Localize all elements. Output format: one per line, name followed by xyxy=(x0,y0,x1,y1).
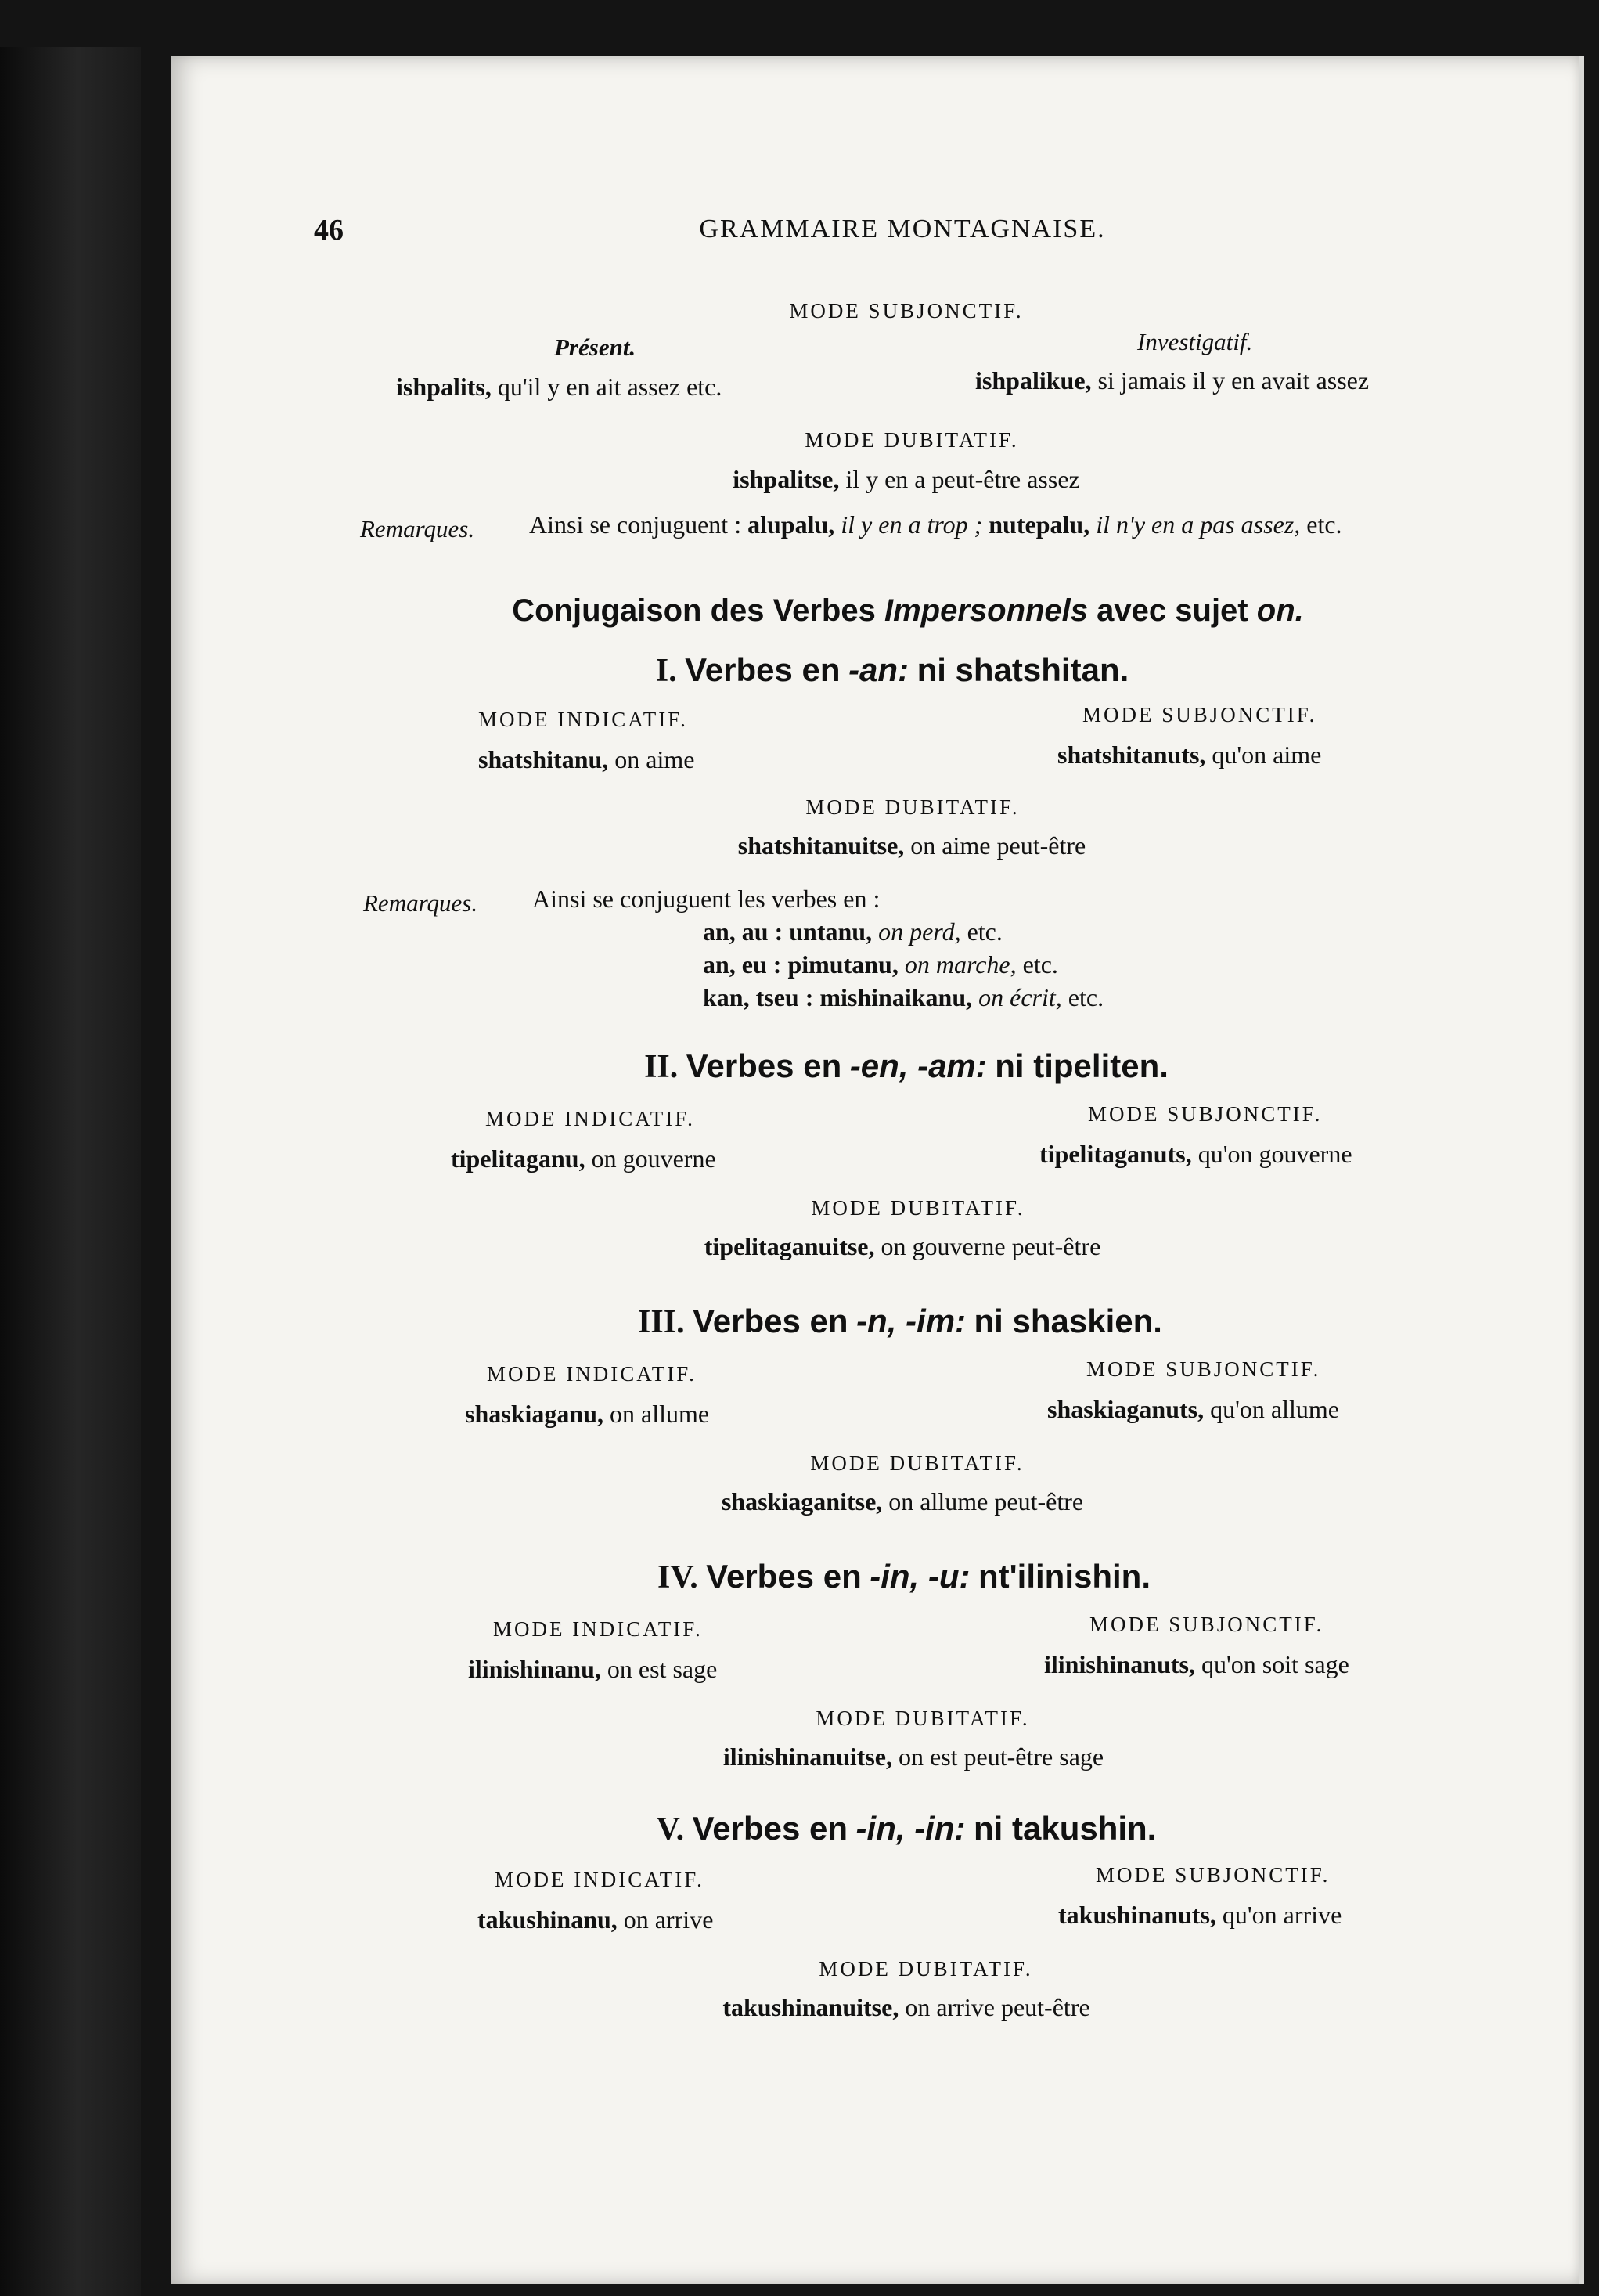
verb-gloss: si jamais il y en avait assez xyxy=(1097,366,1370,395)
mode-heading: MODE INDICATIF. xyxy=(487,1362,697,1386)
verb-form-line xyxy=(733,465,1079,494)
mode-heading: MODE SUBJONCTIF. xyxy=(789,299,1024,323)
verb-form: ilinishinanu, xyxy=(468,1655,601,1683)
mode-heading: MODE DUBITATIF. xyxy=(816,1707,1030,1730)
remarks-row: an, eu : pimutanu, on marche, etc. xyxy=(703,950,1058,979)
verb-form-line xyxy=(465,1400,709,1429)
verb-form: ilinishinanuitse, xyxy=(722,1743,892,1771)
mode-heading: MODE INDICATIF. xyxy=(485,1107,695,1130)
verb-form-line xyxy=(468,1655,717,1684)
verb-gloss: on est peut-être sage xyxy=(898,1743,1104,1771)
verb-gloss: il y en a peut-être assez xyxy=(845,465,1080,493)
verb-gloss: on gouverne xyxy=(591,1144,716,1173)
verb-gloss: on arrive peut-être xyxy=(905,1993,1090,2021)
verb-gloss: qu'on aime xyxy=(1212,741,1322,769)
mode-heading: MODE SUBJONCTIF. xyxy=(1082,703,1317,726)
verb-form: ishpalitse, xyxy=(733,465,840,493)
conjugation-heading: V. Verbes en -in, -in: ni takushin. xyxy=(656,1810,1157,1847)
tense-label-present: Présent. xyxy=(554,333,636,361)
conjugation-heading: II. Verbes en -en, -am: ni tipeliten. xyxy=(644,1047,1169,1085)
verb-gloss: qu'on gouverne xyxy=(1197,1140,1352,1168)
verb-gloss: on aime peut-être xyxy=(910,831,1086,860)
mode-heading: MODE SUBJONCTIF. xyxy=(1086,1357,1321,1381)
remarks-text: Ainsi se conjuguent : alupalu, il y en a trop ; nutepalu, il n'y en a pas assez, etc. xyxy=(529,510,1342,539)
book-binding xyxy=(0,47,141,2296)
mode-heading: MODE SUBJONCTIF. xyxy=(1096,1863,1331,1887)
mode-heading: MODE DUBITATIF. xyxy=(811,1196,1025,1220)
verb-gloss: on allume xyxy=(609,1400,710,1428)
verb-form: takushinanuitse, xyxy=(722,1993,899,2021)
mode-heading: MODE SUBJONCTIF. xyxy=(1088,1102,1323,1126)
verb-form: shaskiaganuts, xyxy=(1047,1395,1205,1423)
page-edge xyxy=(1579,56,1584,2284)
verb-form-line xyxy=(723,1743,1104,1772)
conjugation-heading: III. Verbes en -n, -im: ni shaskien. xyxy=(638,1303,1162,1340)
verb-form-line xyxy=(396,373,722,402)
verb-form-line xyxy=(722,1993,1089,2022)
verb-form-line xyxy=(1047,1395,1339,1424)
tense-label-investigatif: Investigatif. xyxy=(1137,328,1253,355)
remarks-row: kan, tseu : mishinaikanu, on écrit, etc. xyxy=(703,983,1104,1011)
verb-form: tipelitaganu, xyxy=(451,1144,585,1173)
verb-form-line xyxy=(1039,1140,1352,1169)
verb-form: tipelitaganuitse, xyxy=(704,1232,875,1260)
verb-gloss: qu'on soit sage xyxy=(1201,1650,1349,1678)
verb-form: shatshitanu, xyxy=(478,745,609,773)
remarks-label: Remarques. xyxy=(363,889,478,917)
verb-gloss: on gouverne peut-être xyxy=(881,1232,1101,1260)
verb-form: takushinanu, xyxy=(477,1905,618,1934)
page-number: 46 xyxy=(314,214,344,247)
verb-form-line xyxy=(738,831,1086,860)
verb-form: tipelitaganuts, xyxy=(1039,1140,1192,1168)
mode-heading: MODE INDICATIF. xyxy=(493,1617,703,1641)
conjugation-heading: IV. Verbes en -in, -u: nt'ilinishin. xyxy=(657,1558,1151,1595)
verb-form-line xyxy=(1044,1650,1349,1679)
remarks-row: an, au : untanu, on perd, etc. xyxy=(703,917,1003,946)
mode-heading: MODE DUBITATIF. xyxy=(805,428,1019,452)
mode-heading: MODE INDICATIF. xyxy=(478,708,688,731)
verb-form-line xyxy=(722,1487,1083,1516)
verb-gloss: qu'on allume xyxy=(1210,1395,1339,1423)
verb-gloss: qu'on arrive xyxy=(1222,1901,1342,1929)
verb-form: takushinanuts, xyxy=(1058,1901,1216,1929)
verb-form: shaskiaganu, xyxy=(465,1400,603,1428)
mode-heading: MODE SUBJONCTIF. xyxy=(1089,1613,1324,1636)
verb-form-line xyxy=(975,366,1369,395)
verb-form-line xyxy=(1058,1901,1342,1930)
verb-form: ishpalikue, xyxy=(975,366,1092,395)
mode-heading: MODE DUBITATIF. xyxy=(805,795,1020,819)
mode-heading: MODE INDICATIF. xyxy=(495,1868,704,1891)
remarks-text: Ainsi se conjuguent les verbes en : xyxy=(532,885,881,913)
verb-gloss: qu'il y en ait assez etc. xyxy=(497,373,722,401)
verb-gloss: on est sage xyxy=(607,1655,718,1683)
verb-form-line xyxy=(451,1144,716,1173)
mode-heading: MODE DUBITATIF. xyxy=(810,1451,1025,1475)
verb-form-line xyxy=(704,1232,1101,1261)
book-page xyxy=(171,56,1579,2284)
mode-heading: MODE DUBITATIF. xyxy=(819,1957,1033,1981)
running-header: GRAMMAIRE MONTAGNAISE. xyxy=(699,214,1106,243)
verb-gloss: on arrive xyxy=(623,1905,714,1934)
verb-form: ishpalits, xyxy=(396,373,492,401)
verb-gloss: on aime xyxy=(614,745,695,773)
verb-form: shaskiaganitse, xyxy=(721,1487,883,1516)
section-title: Conjugaison des Verbes Impersonnels avec sujet on. xyxy=(512,593,1304,628)
verb-form: shatshitanuitse, xyxy=(737,831,905,860)
verb-form-line xyxy=(477,1905,713,1934)
verb-form: ilinishinanuts, xyxy=(1044,1650,1195,1678)
verb-form-line xyxy=(478,745,694,774)
verb-form: shatshitanuts, xyxy=(1057,741,1206,769)
remarks-label: Remarques. xyxy=(360,515,475,542)
conjugation-heading: I. Verbes en -an: ni shatshitan. xyxy=(655,651,1129,689)
verb-form-line xyxy=(1057,741,1321,770)
verb-gloss: on allume peut-être xyxy=(888,1487,1084,1516)
